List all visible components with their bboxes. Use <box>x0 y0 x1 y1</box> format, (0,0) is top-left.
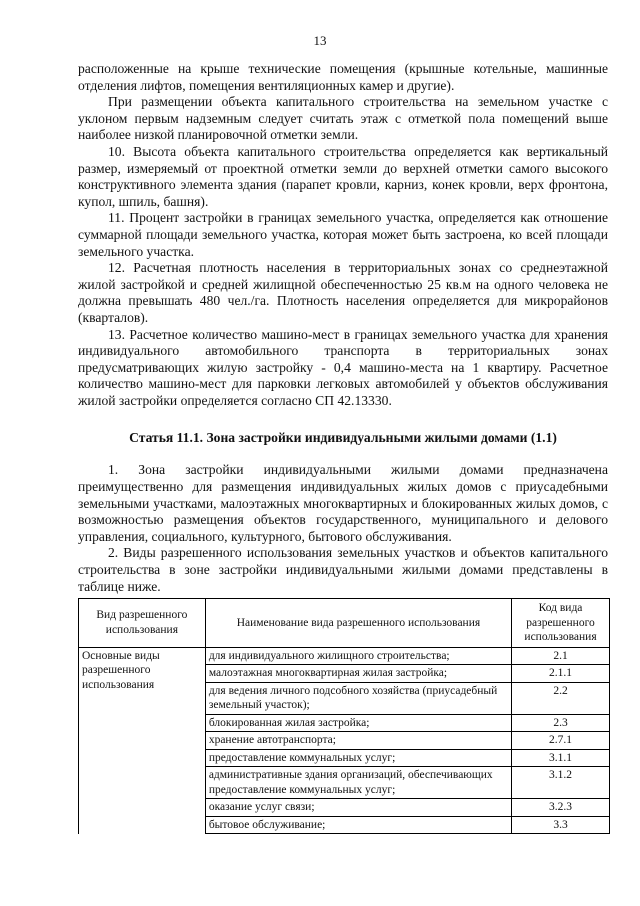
use-code-cell: 2.1.1 <box>512 665 610 683</box>
paragraph: При размещении объекта капитального строительства на земельном участке с уклоном первым надземным следует считать этаж с отметкой пола помещений выше наиболее низкой планировочной отметки земли. <box>78 94 608 143</box>
use-name-cell: административные здания организаций, обеспечивающих предоставление коммунальных услуг; <box>205 767 511 799</box>
column-header-type: Вид разрешенного использования <box>79 599 206 648</box>
article-heading: Статья 11.1. Зона застройки индивидуальными жилыми домами (1.1) <box>129 430 557 446</box>
use-name-cell: блокированная жилая застройка; <box>205 714 511 732</box>
use-code-cell: 3.3 <box>512 816 610 834</box>
use-code-cell: 2.7.1 <box>512 732 610 750</box>
paragraph: 10. Высота объекта капитального строительства определяется как вертикальный размер, измеряемый от проектной отметки земли до верхней отметки самого высокого конструктивного элемента здания (парапет кровли, карниз, конек кровли, верх фронтона, купол, шпиль, башня). <box>78 143 608 209</box>
paragraph: 11. Процент застройки в границах земельного участка, определяется как отношение суммарной площади земельного участка, которая может быть застроена, ко всей площади земельного участка. <box>78 210 608 259</box>
use-name-cell: оказание услуг связи; <box>205 799 511 817</box>
use-code-cell: 3.2.3 <box>512 799 610 817</box>
use-name-cell: бытовое обслуживание; <box>205 816 511 834</box>
page-number: 13 <box>313 33 327 48</box>
paragraph: 1. Зона застройки индивидуальными жилыми домами предназначена преимущественно для размещения индивидуальных жилых домов с приусадебными земельными участками, малоэтажных многоквартирных и блокированных жилых домов, с возможностью размещения объектов государственного, муниципального и делового управления, социального, культурного, бытового обслуживания. <box>78 462 608 544</box>
land-use-table <box>78 598 610 834</box>
column-header-code: Код вида разрешенного использования <box>512 599 610 648</box>
use-name-cell: для индивидуального жилищного строительства; <box>205 647 511 665</box>
table-row <box>79 647 610 665</box>
table-body <box>79 647 610 834</box>
use-name-cell: для ведения личного подсобного хозяйства (приусадебный земельный участок); <box>205 682 511 714</box>
paragraph: 13. Расчетное количество машино-мест в границах земельного участка для хранения индивидуального автомобильного транспорта в территориальных зонах предусматривающих жилую застройку - 0,4 машино-места на 1 квартиру. Расчетное количество машино-мест для парковки легковых автомобилей у объектов обслуживания жилой застройки определяется согласно СП 42.13330. <box>78 326 608 408</box>
use-name-cell: предоставление коммунальных услуг; <box>205 749 511 767</box>
paragraph: 2. Виды разрешенного использования земельных участков и объектов капитального строительства в зоне застройки индивидуальными жилыми домами представлены в таблице ниже. <box>78 545 608 594</box>
document-body <box>78 61 608 834</box>
paragraph: расположенные на крыше технические помещения (крышные котельные, машинные отделения лифтов, помещения вентиляционных камер и другие). <box>78 61 608 93</box>
use-code-cell: 2.2 <box>512 682 610 714</box>
use-name-cell: хранение автотранспорта; <box>205 732 511 750</box>
use-code-cell: 2.1 <box>512 647 610 665</box>
use-code-cell: 2.3 <box>512 714 610 732</box>
paragraph: 12. Расчетная плотность населения в территориальных зонах со среднеэтажной жилой застройкой и средней жилищной обеспеченностью 25 кв.м на одного человека не должна превышать 480 чел./га. Плотность населения определяется для микрорайонов (кварталов). <box>78 260 608 325</box>
use-code-cell: 3.1.2 <box>512 767 610 799</box>
column-header-name: Наименование вида разрешенного использования <box>205 599 511 648</box>
group-label-cell: Основные виды разрешенного использования <box>79 647 206 834</box>
table-header-row <box>79 599 610 648</box>
use-code-cell: 3.1.1 <box>512 749 610 767</box>
use-name-cell: малоэтажная многоквартирная жилая застройка; <box>205 665 511 683</box>
